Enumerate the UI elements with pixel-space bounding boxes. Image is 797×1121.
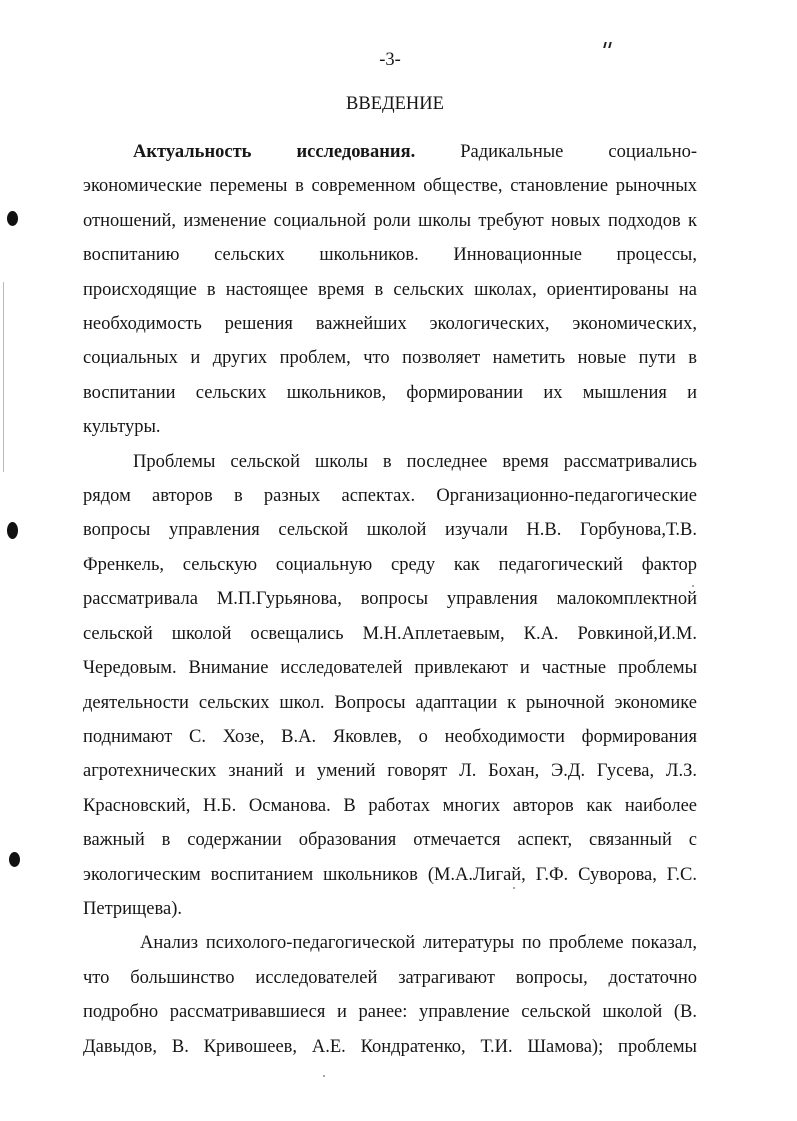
text-line: подробно рассматривавшиеся и ранее: управление сельской школой (В.: [83, 1002, 697, 1023]
scan-hole-mark-top: [7, 211, 18, 226]
text-line: Проблемы сельской школы в последнее время рассматривались: [133, 451, 697, 472]
text-line: Красновский, Н.Б. Османова. В работах многих авторов как наиболее: [83, 795, 697, 816]
text-line: важный в содержании образования отмечается аспект, связанный с: [83, 830, 697, 851]
scan-tick-mark: [603, 42, 607, 48]
text-line: отношений, изменение социальной роли школы требуют новых подходов к: [83, 210, 697, 231]
text-line: Петрищева).: [83, 898, 182, 919]
text-line: экономические перемены в современном обществе, становление рыночных: [83, 176, 697, 197]
scan-speck: [323, 1075, 325, 1077]
text-line: происходящие в настоящее время в сельских школах, ориентированы на: [83, 279, 697, 300]
page-heading: ВВЕДЕНИЕ: [346, 94, 444, 114]
text-line: рассматривала М.П.Гурьянова, вопросы управления малокомплектной: [83, 589, 697, 610]
text-line: необходимость решения важнейших экологических, экономических,: [83, 314, 697, 335]
text-line: культуры.: [83, 417, 161, 438]
text-line: поднимают С. Хозе, В.А. Яковлев, о необходимости формирования: [83, 726, 697, 747]
text-line: [83, 135, 697, 169]
text-line: Давыдов, В. Кривошеев, А.Е. Кондратенко, Т.И. Шамова); проблемы: [83, 1036, 697, 1057]
page-number: -3-: [379, 50, 401, 70]
text-line: рядом авторов в разных аспектах. Организационно-педагогические: [83, 486, 697, 507]
body-text: [83, 135, 697, 1064]
scan-hole-mark-bottom: [9, 852, 20, 867]
scan-tick-mark: [608, 42, 612, 48]
bold-lead-phrase: Актуальность исследования.: [133, 142, 416, 162]
text-line: социальных и других проблем, что позволяет наметить новые пути в: [83, 348, 697, 369]
text-line: агротехнических знаний и умений говорят Л. Бохан, Э.Д. Гусева, Л.З.: [83, 761, 697, 782]
text-line-rest: Радикальные социально-: [460, 142, 698, 162]
text-line: сельской школой освещались М.Н.Аплетаевым, К.А. Ровкиной,И.М.: [83, 623, 697, 644]
text-line: экологическим воспитанием школьников (М.А.Лигай, Г.Ф. Суворова, Г.С.: [83, 864, 697, 885]
text-line: Френкель, сельскую социальную среду как педагогический фактор: [83, 554, 697, 575]
text-line: воспитанию сельских школьников. Инновационные процессы,: [83, 245, 697, 266]
text-line: воспитании сельских школьников, формировании их мышления и: [83, 382, 697, 403]
text-line: деятельности сельских школ. Вопросы адаптации к рыночной экономике: [83, 692, 697, 713]
text-line: Чередовым. Внимание исследователей привлекают и частные проблемы: [83, 658, 697, 679]
text-line: что большинство исследователей затрагивают вопросы, достаточно: [83, 967, 697, 988]
scan-hole-mark-middle: [7, 522, 18, 539]
text-line: вопросы управления сельской школой изучали Н.В. Горбунова,Т.В.: [83, 520, 697, 541]
text-line: Анализ психолого-педагогической литературы по проблеме показал,: [140, 933, 697, 954]
scan-edge-line: [3, 282, 4, 472]
